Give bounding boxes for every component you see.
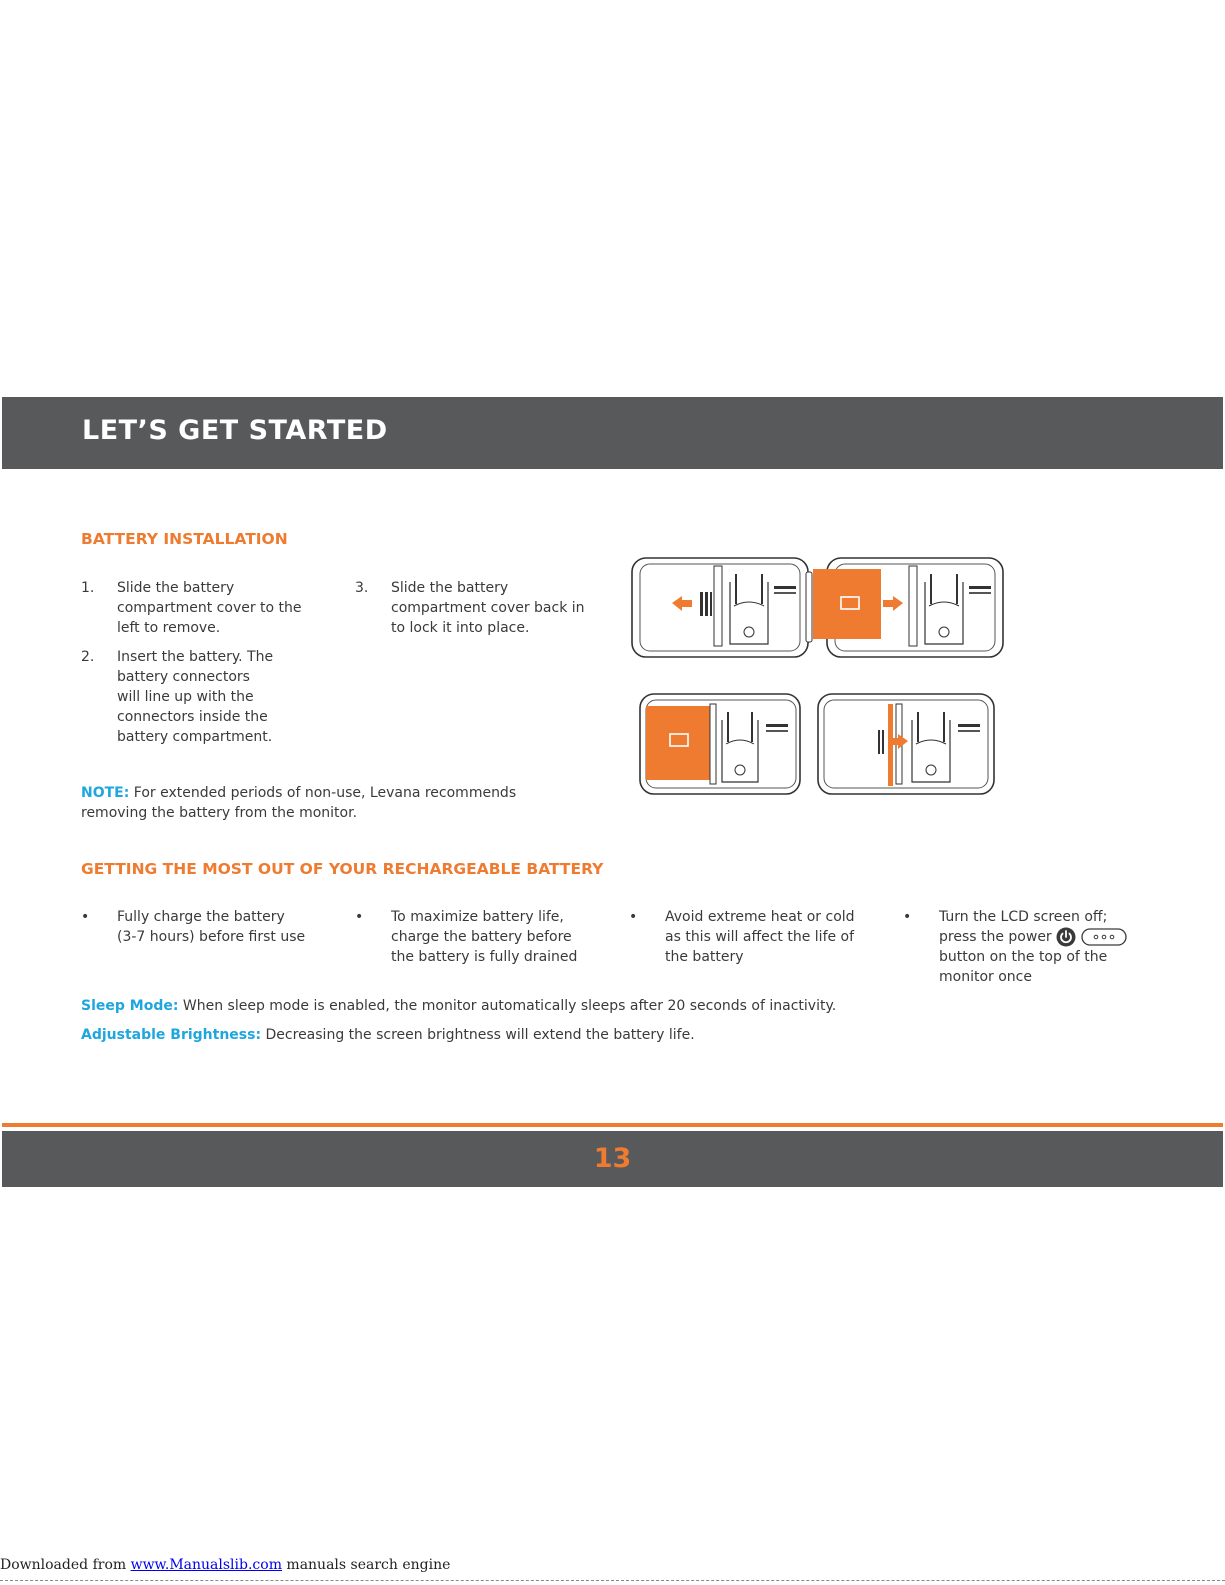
header-bar xyxy=(2,397,1223,469)
sleep-mode xyxy=(81,996,1181,1016)
tip-line: the battery xyxy=(665,949,744,965)
sleep-mode-label: Sleep Mode: xyxy=(81,998,179,1014)
download-attribution xyxy=(0,1557,450,1573)
power-icon xyxy=(1056,927,1076,947)
sleep-mode-text: When sleep mode is enabled, the monitor automatically sleeps after 20 seconds of inactivity. xyxy=(182,998,837,1014)
download-prefix: Downloaded from xyxy=(0,1557,131,1573)
tip-line: monitor once xyxy=(939,969,1032,985)
tip-line: (3-7 hours) before first use xyxy=(117,929,306,945)
manualslib-link[interactable]: www.Manualslib.com xyxy=(130,1557,282,1573)
brightness-label: Adjustable Brightness: xyxy=(81,1027,262,1043)
battery-installation-title: BATTERY INSTALLATION xyxy=(81,530,288,548)
step-line: to lock it into place. xyxy=(391,620,530,636)
dots-button-icon xyxy=(1081,927,1127,947)
monitor-back-4 xyxy=(818,694,994,794)
step-number: 3. xyxy=(355,580,369,596)
step-line: Slide the battery xyxy=(391,580,509,596)
step-line: connectors inside the xyxy=(117,709,268,725)
monitor-back-1 xyxy=(632,558,812,657)
footer-divider xyxy=(2,1123,1223,1127)
adjustable-brightness xyxy=(81,1025,1181,1045)
step-line: battery connectors xyxy=(117,669,250,685)
tip-line: as this will affect the life of xyxy=(665,929,855,945)
footer-bar xyxy=(2,1131,1223,1187)
brightness-text: Decreasing the screen brightness will extend the battery life. xyxy=(265,1027,695,1043)
tip-line: To maximize battery life, xyxy=(391,909,564,925)
step-line: left to remove. xyxy=(117,620,221,636)
rechargeable-title: GETTING THE MOST OUT OF YOUR RECHARGEABLE BATTERY xyxy=(81,860,604,878)
download-suffix: manuals search engine xyxy=(281,1557,451,1573)
note-label: NOTE: xyxy=(81,785,130,801)
tip-line: press the power xyxy=(939,929,1052,945)
page-title: LET’S GET STARTED xyxy=(82,415,388,446)
step-number: 2. xyxy=(81,649,95,665)
dashed-divider xyxy=(0,1580,1225,1581)
bullet: • xyxy=(903,909,912,925)
monitor-back-2 xyxy=(813,558,1003,657)
step-line: Insert the battery. The xyxy=(117,649,274,665)
page-number: 13 xyxy=(593,1143,632,1174)
battery-cover-removal-illustration xyxy=(630,552,1015,667)
note xyxy=(81,783,601,823)
battery-insert-illustration xyxy=(638,690,1013,802)
tip-line: button on the top of the xyxy=(939,949,1108,965)
note-text: For extended periods of non-use, Levana recommends xyxy=(133,785,517,801)
step-line: compartment cover to the xyxy=(117,600,302,616)
step-line: battery compartment. xyxy=(117,729,273,745)
bullet: • xyxy=(81,909,90,925)
tip-line: the battery is fully drained xyxy=(391,949,578,965)
tip-line: Fully charge the battery xyxy=(117,909,285,925)
step-line: will line up with the xyxy=(117,689,254,705)
note-text-2: removing the battery from the monitor. xyxy=(81,805,358,821)
tip-line: Avoid extreme heat or cold xyxy=(665,909,855,925)
tip-line: Turn the LCD screen off; xyxy=(939,909,1108,925)
step-number: 1. xyxy=(81,580,95,596)
tip-line: charge the battery before xyxy=(391,929,572,945)
monitor-back-3 xyxy=(640,694,800,794)
step-line: compartment cover back in xyxy=(391,600,585,616)
bullet: • xyxy=(629,909,638,925)
bullet: • xyxy=(355,909,364,925)
step-line: Slide the battery xyxy=(117,580,235,596)
